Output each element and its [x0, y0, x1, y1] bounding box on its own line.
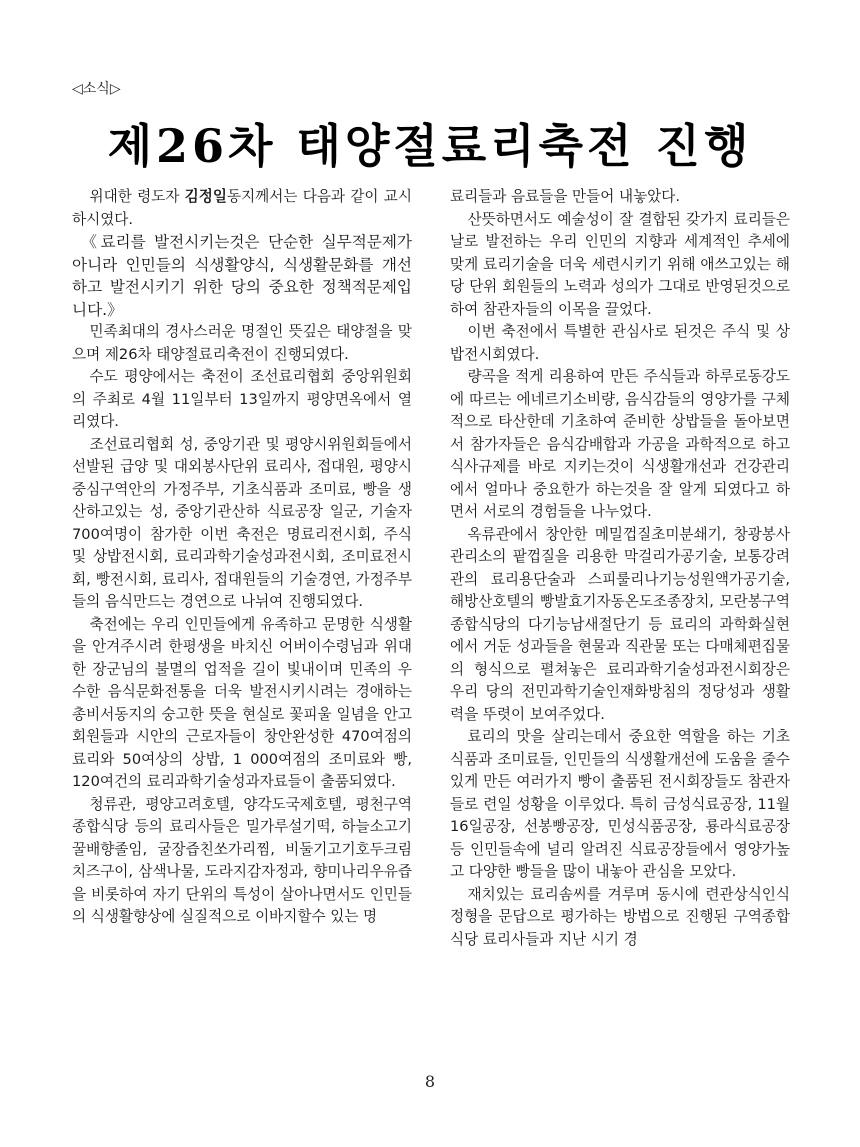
article-title: 제26차 태양절료리축전 진행: [107, 119, 753, 173]
paragraph: 재치있는 료리솜씨를 겨루며 동시에 련관상식인식정형을 문답으로 평가하는 방법으로 진행된 구역종합식당 료리사들과 지난 시기 경: [450, 885, 790, 948]
page-number: 8: [424, 1072, 436, 1091]
paragraph: 민족최대의 경사스러운 명절인 뜻깊은 태양절을 맞으며 제26차 태양절료리축전이 진행되였다.: [72, 323, 412, 363]
paragraph-text: 동지께서는 다음과 같이 교시하시였다.: [72, 188, 412, 228]
left-column: [72, 186, 412, 929]
paragraph: [72, 186, 412, 231]
leader-name: 김정일: [184, 188, 227, 205]
paragraph-text: 위대한 령도자: [89, 188, 185, 205]
paragraph: 조선료리협회 성, 중앙기관 및 평양시위원회들에서 선발된 급양 및 대외봉사단위 료리사, 접대원, 평양시 중심구역안의 가정주부, 기초식품과 조미료, 빵을 생산하고있는 성, 중앙기관산하 식료공장 일군, 기술자 700여명이 참가한 이번 축전은 명료리전시회, 주식 및 상밥전시회, 료리과학기술성과전시회, 조미료전시회, 빵전시회, 료리사, 접대원들의 기술경연, 가정주부들의 음식만드는 경연으로 나뉘여 진행되였다.: [72, 435, 412, 610]
paragraph: 이번 축전에서 특별한 관심사로 된것은 주식 및 상밥전시회였다.: [450, 323, 790, 363]
paragraph: 수도 평양에서는 축전이 조선료리협회 중앙위원회의 주최로 4월 11일부터 13일까지 평양면옥에서 열리였다.: [72, 368, 412, 430]
paragraph: 옥류관에서 창안한 메밀껍질초미분쇄기, 창광봉사관리소의 팥껍질을 리용한 막걸리가공기술, 보통강려관의 료리용단술과 스피룰리나기능성원액가공기술, 해방산호텔의 빵발효기자동온도조종장치, 모란봉구역종합식당의 다기능남새절단기 등 료리의 과학화실현에서 거둔 성과들을 현물과 직관물 또는 다매체편집물의 형식으로 펼쳐놓은 료리과학기술성과전시회장은 우리 당의 전민과학기술인재화방침의 정당성과 생활력을 뚜렷이 보여주었다.: [450, 525, 790, 723]
paragraph: 량곡을 적게 리용하여 만든 주식들과 하루로동강도에 따르는 에네르기소비량, 음식감들의 영양가를 구체적으로 타산한데 기초하여 준비한 상밥들을 돌아보면서 참가자들은 음식감배합과 가공을 과학적으로 하고 식사규제를 바로 지키는것이 식생활개선과 건강관리에서 얼마나 중요한가 하는것을 잘 알게 되였다고 하면서 서로의 경험들을 나누었다.: [450, 368, 790, 520]
paragraph-continuation: 료리들과 음료들을 만들어 내놓았다.: [450, 188, 681, 205]
paragraph: 료리의 맛을 살리는데서 중요한 역할을 하는 기초식품과 조미료들, 인민들의 식생활개선에 도움을 줄수 있게 만든 여러가지 빵이 출품된 전시회장들도 참관자들로 련일 성황을 이루었다. 특히 금성식료공장, 11월16일공장, 선봉빵공장, 민성식품공장, 룡라식료공장 등 인민들속에 널리 알려진 식료공장들에서 영양가높고 다양한 빵들을 많이 내놓아 관심을 모았다.: [450, 728, 790, 880]
right-column: [450, 186, 790, 951]
paragraph: 청류관, 평양고려호텔, 양각도국제호텔, 평천구역종합식당 등의 료리사들은 밀가루설기떡, 하늘소고기꿀배향졸임, 굴장즙친쏘가리찜, 비둘기고기호두크림치즈구이, 삼색나물, 도라지감자정과, 향미나리우유즙을 비롯하여 자기 단위의 특성이 살아나면서도 인민들의 식생활향상에 실질적으로 이바지할수 있는 명: [72, 795, 412, 925]
quotation: 《료리를 발전시키는것은 단순한 실무적문제가 아니라 인민들의 식생활양식, 식생활문화를 개선하고 발전시키기 위한 당의 중요한 정책적문제입니다.》: [72, 233, 412, 319]
paragraph: 산뜻하면서도 예술성이 잘 결합된 갖가지 료리들은 날로 발전하는 우리 인민의 지향과 세계적인 추세에 맞게 료리기술을 더욱 세련시키기 위해 애쓰고있는 해당 단위 회원들의 노력과 성의가 그대로 반영된것으로 하여 참관자들의 이목을 끌었다.: [450, 210, 790, 318]
section-tag: ◁소식▷: [72, 81, 121, 97]
paragraph: 축전에는 우리 인민들에게 유족하고 문명한 식생활을 안겨주시려 한평생을 바치신 어버이수령님과 위대한 장군님의 불멸의 업적을 길이 빛내이며 민족의 우수한 음식문화전통을 더욱 발전시키시려는 경애하는 총비서동지의 숭고한 뜻을 현실로 꽃피울 일념을 안고 회원들과 시안의 근로자들이 창안완성한 470여점의 료리와 50여상의 상밥, 1 000여점의 조미료와 빵, 120여건의 료리과학기술성과자료들이 출품되였다.: [72, 615, 412, 790]
